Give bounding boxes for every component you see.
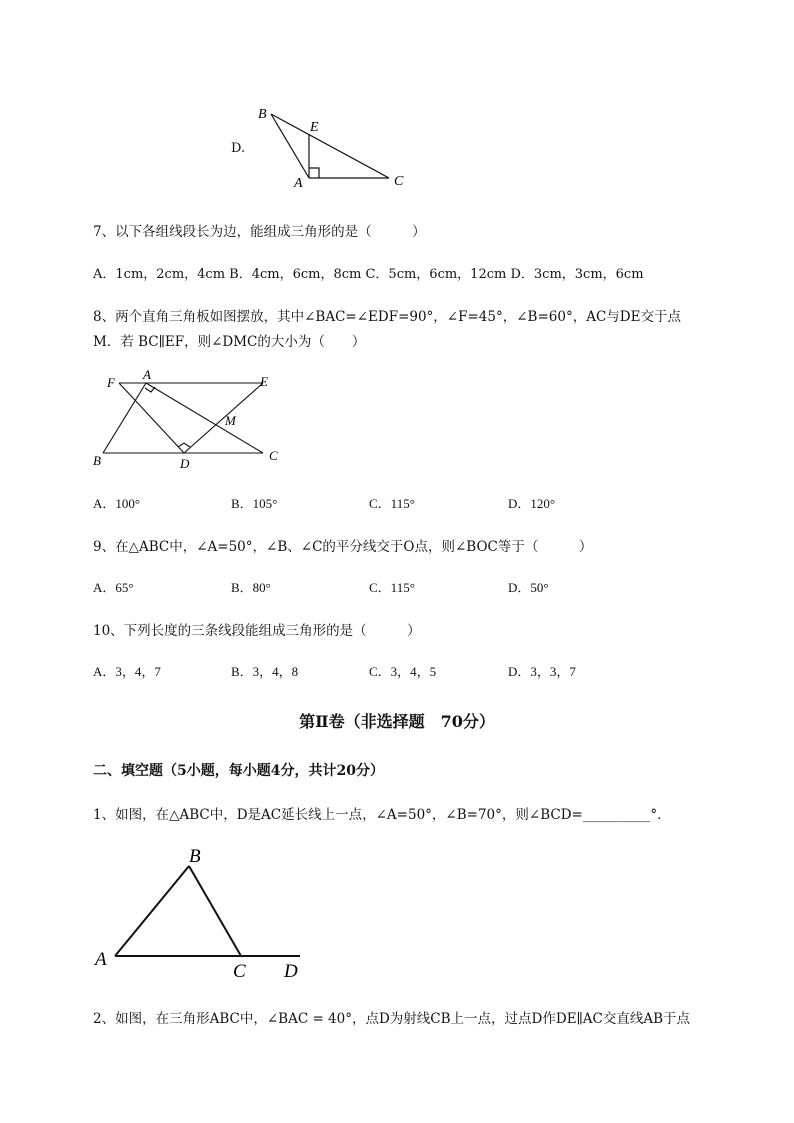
q8-question-line1: 8、两个直角三角板如图摆放，其中∠BAC=∠EDF=90°，∠F=45°，∠B=60°，AC与DE交于点 — [93, 309, 681, 325]
q9-option-a: A．65° — [93, 580, 134, 595]
fill-in-section-heading: 二、填空题（5小题，每小题4分，共计20分） — [93, 763, 384, 779]
q8-label-m: M — [225, 413, 236, 428]
q6-label-b: B — [258, 107, 267, 122]
part2-title: 第Ⅱ卷（非选择题 70分） — [299, 712, 495, 731]
fill1-label-a: A — [95, 949, 107, 970]
q8-option-d: D．120° — [508, 496, 556, 511]
q10-option-c: C．3，4，5 — [369, 664, 437, 679]
q6-option-d-label: D. — [231, 141, 246, 156]
q8-option-a: A．100° — [93, 496, 141, 511]
q8-question-line2: M．若 BC∥EF，则∠DMC的大小为（ ） — [93, 334, 366, 350]
q6-label-a: A — [294, 176, 303, 191]
q8-label-c: C — [269, 448, 278, 463]
q9-option-d: D．50° — [508, 580, 549, 595]
q6-label-c: C — [394, 174, 404, 189]
fill1-question: 1、如图，在△ABC中，D是AC延长线上一点，∠A=50°，∠B=70°，则∠BCD=__________°． — [93, 807, 671, 823]
q8-option-c: C．115° — [369, 496, 415, 511]
q9-option-c: C．115° — [369, 580, 415, 595]
q9-option-b: B．80° — [231, 580, 271, 595]
fill1-label-c: C — [233, 961, 246, 982]
q10-option-d: D．3，3，7 — [508, 664, 576, 679]
q7-question: 7、以下各组线段长为边，能组成三角形的是（ ） — [93, 224, 426, 240]
q8-option-b: B．105° — [231, 496, 278, 511]
q9-question: 9、在△ABC中，∠A=50°，∠B、∠C的平分线交于O点，则∠BOC等于（ ） — [93, 539, 593, 555]
q8-label-b: B — [93, 453, 101, 468]
fill1-label-b: B — [189, 846, 201, 867]
q6-label-e: E — [310, 120, 319, 135]
q8-label-a: A — [143, 367, 151, 382]
q10-option-a: A．3，4，7 — [93, 664, 161, 679]
q8-label-f: F — [107, 375, 115, 390]
fill1-label-d: D — [284, 961, 298, 982]
q7-options: A．1cm，2cm，4cm B．4cm，6cm，8cm C．5cm，6cm，12cm D．3cm，3cm，6cm — [93, 267, 644, 282]
q8-label-e: E — [260, 374, 268, 389]
q8-label-d: D — [180, 456, 190, 471]
fill2-question: 2、如图，在三角形ABC中，∠BAC = 40°，点D为射线CB上一点，过点D作DE∥AC交直线AB于点 — [93, 1011, 691, 1027]
q10-question: 10、下列长度的三条线段能组成三角形的是（ ） — [93, 623, 421, 639]
q10-option-b: B．3，4，8 — [231, 664, 299, 679]
